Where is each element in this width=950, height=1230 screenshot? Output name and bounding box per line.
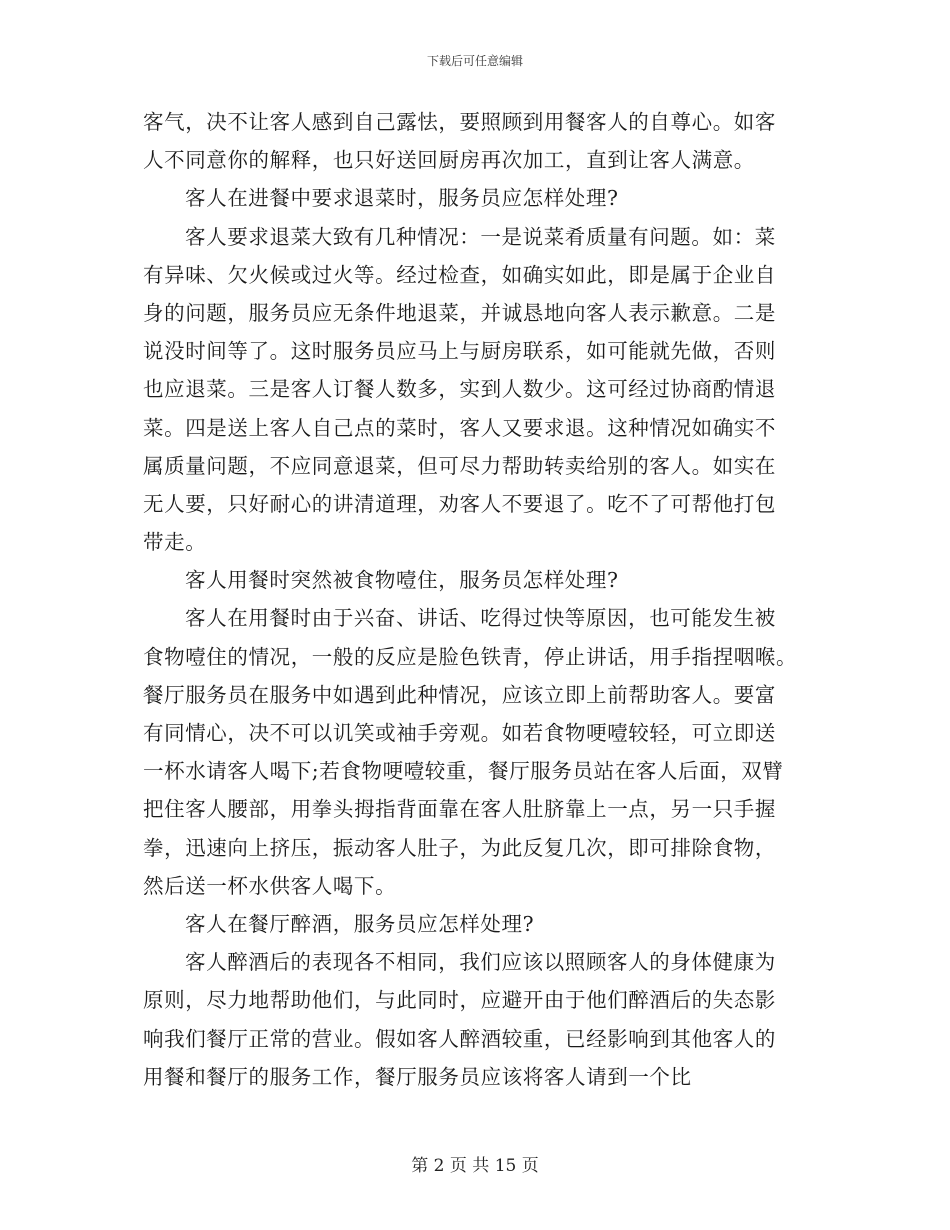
text-line: 身的问题，服务员应无条件地退菜，并诚恳地向客人表示歉意。二是 bbox=[143, 300, 776, 325]
text-line: 客气，决不让客人感到自己露怯，要照顾到用餐客人的自尊心。如客 bbox=[143, 110, 776, 134]
text-line: 客人要求退菜大致有几种情况：一是说菜肴质量有问题。如：菜 bbox=[185, 224, 776, 249]
text-line: 客人醉酒后的表现各不相同，我们应该以照顾客人的身体健康为 bbox=[185, 950, 776, 975]
text-line: 餐厅服务员在服务中如遇到此种情况，应该立即上前帮助客人。要富 bbox=[143, 682, 776, 707]
question-heading: 客人在进餐中要求退菜时，服务员应怎样处理? bbox=[185, 186, 619, 211]
text-line: 原则，尽力地帮助他们，与此同时，应避开由于他们醉酒后的失态影 bbox=[143, 988, 776, 1013]
text-line: 带走。 bbox=[143, 530, 207, 555]
text-line: 拳，迅速向上挤压，振动客人肚子，为此反复几次，即可排除食物， bbox=[143, 835, 776, 860]
text-line: 客人在用餐时由于兴奋、讲话、吃得过快等原因，也可能发生被 bbox=[185, 606, 776, 631]
document-body bbox=[143, 103, 808, 1096]
page-footer: 第 2 页 共 15 页 bbox=[411, 1156, 539, 1176]
text-line: 响我们餐厅正常的营业。假如客人醉酒较重，已经影响到其他客人的 bbox=[143, 1026, 776, 1051]
text-line: 菜。四是送上客人自己点的菜时，客人又要求退。这种情况如确实不 bbox=[143, 415, 776, 440]
text-line: 说没时间等了。这时服务员应马上与厨房联系，如可能就先做，否则 bbox=[143, 339, 776, 364]
text-line: 有同情心，决不可以讥笑或袖手旁观。如若食物哽噎较轻，可立即送 bbox=[143, 721, 776, 745]
page-header: 下载后可任意编辑 bbox=[426, 54, 523, 68]
question-heading: 客人用餐时突然被食物噎住，服务员怎样处理? bbox=[185, 568, 619, 593]
text-line: 无人要，只好耐心的讲清道理，劝客人不要退了。吃不了可帮他打包 bbox=[143, 491, 776, 516]
text-line: 人不同意你的解释，也只好送回厨房再次加工，直到让客人满意。 bbox=[143, 148, 755, 173]
text-line: 用餐和餐厅的服务工作，餐厅服务员应该将客人请到一个比 bbox=[143, 1064, 692, 1089]
text-line: 然后送一杯水供客人喝下。 bbox=[143, 873, 397, 898]
text-line: 一杯水请客人喝下;若食物哽噎较重，餐厅服务员站在客人后面，双臂 bbox=[143, 759, 784, 784]
text-line: 把住客人腰部，用拳头拇指背面靠在客人肚脐靠上一点，另一只手握 bbox=[143, 797, 776, 822]
text-line: 有异味、欠火候或过火等。经过检查，如确实如此，即是属于企业自 bbox=[143, 262, 776, 287]
text-line: 属质量问题，不应同意退菜，但可尽力帮助转卖给别的客人。如实在 bbox=[143, 453, 776, 478]
text-line: 食物噎住的情况，一般的反应是脸色铁青，停止讲话，用手指捏咽喉。 bbox=[143, 644, 798, 669]
text-line: 也应退菜。三是客人订餐人数多，实到人数少。这可经过协商酌情退 bbox=[143, 377, 776, 402]
question-heading: 客人在餐厅醉酒，服务员应怎样处理? bbox=[185, 911, 535, 936]
